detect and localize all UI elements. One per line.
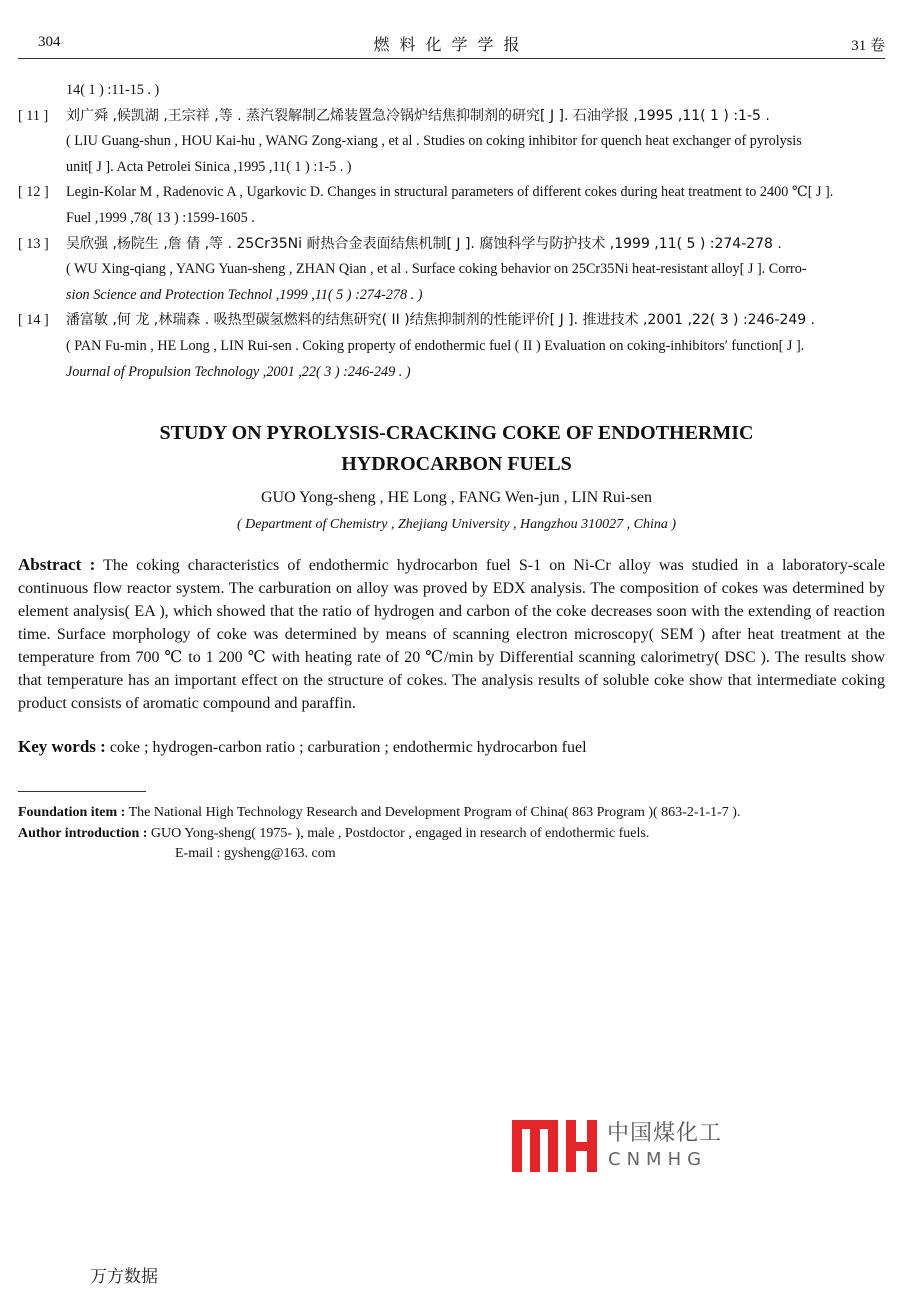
reference-14 [18, 308, 885, 385]
footnote-divider [18, 791, 146, 792]
author-introduction [18, 824, 885, 845]
keywords-label: Key words : [18, 737, 106, 756]
reference-line: ( WU Xing-qiang , YANG Yuan-sheng , ZHAN Qian , et al . Surface coking behavior on 25Cr35Ni heat-resistant alloy[ J ]. Corro- [66, 261, 807, 278]
reference-line: 14( 1 ) :11-15 . ) [66, 82, 160, 98]
reference-list [18, 78, 885, 385]
foundation-label: Foundation item : [18, 805, 126, 820]
abstract-text: The coking characteristics of endothermic hydrocarbon fuel S-1 on Ni-Cr alloy was studied in a laboratory-scale continuous flow reactor system. The carburation on alloy was proved by EDX analysis. The composition of cokes was determined by element analysis( EA ), which showed that the ratio of hydrogen and carbon of the coke decreases soon with the extending of reaction time. Surface morphology of coke was determined by means of scanning electron microscopy( SEM ) after heat treatment at the temperature from 700 ℃ to 1 200 ℃ with heating rate of 20 ℃/min by Differential scanning calorimetry( DSC ). The results show that temperature has an important effect on the structure of cokes. The analysis results of soluble coke show that intermediate coking product consists of aromatic compound and paraffin. [18, 557, 886, 712]
author-intro-text: GUO Yong-sheng( 1975- ), male , Postdoctor , engaged in research of endothermic fuels. [150, 825, 650, 841]
reference-number: [ 14 ] [18, 312, 49, 329]
page-number: 304 [38, 34, 61, 50]
title-line: STUDY ON PYROLYSIS-CRACKING COKE OF ENDOTHERMIC [159, 422, 754, 444]
author-intro-label: Author introduction : [18, 825, 148, 841]
reference-line: unit[ J ]. Acta Petrolei Sinica ,1995 ,11( 1 ) :1-5 . ) [66, 158, 352, 175]
logo-en-text: CNMHG [608, 1149, 708, 1170]
keywords [18, 737, 885, 757]
reference-line: Legin-Kolar M , Radenovic A , Ugarkovic D. Changes in structural parameters of different cokes during heat treatment to 2400 ℃[ J ]. [66, 184, 834, 201]
abstract-label: Abstract : [18, 555, 96, 574]
keywords-text: coke ; hydrogen-carbon ratio ; carburation ; endothermic hydrocarbon fuel [109, 739, 587, 756]
reference-line: 刘广舜 ,候凯湖 ,王宗祥 ,等 . 蒸汽裂解制乙烯装置急冷锅炉结焦抑制剂的研究[ J ]. 石油学报 ,1995 ,11( 1 ) :1-5 . [66, 107, 770, 124]
title-line: HYDROCARBON FUELS [341, 453, 572, 475]
reference-line: 潘富敏 ,何 龙 ,林瑞森 . 吸热型碳氢燃料的结焦研究( II )结焦抑制剂的性能评价[ J ]. 推进技术 ,2001 ,22( 3 ) :246-249 . [66, 312, 816, 329]
reference-number: [ 13 ] [18, 235, 49, 252]
paper-title [0, 418, 913, 480]
reference-number: [ 12 ] [18, 184, 49, 201]
abstract [18, 553, 885, 715]
reference-12 [18, 180, 885, 231]
affiliation: ( Department of Chemistry , Zhejiang University , Hangzhou 310027 , China ) [236, 517, 677, 532]
foundation-text: The National High Technology Research and Development Program of China( 863 Program )( 863-2-1-1-7 ). [128, 805, 741, 820]
reference-line: 吴欣强 ,杨院生 ,詹 倩 ,等 . 25Cr35Ni 耐热合金表面结焦机制[ J ]. 腐蚀科学与防护技术 ,1999 ,11( 5 ) :274-278 . [66, 235, 782, 252]
foundation-item [18, 803, 885, 824]
wanfang-watermark: 万方数据 [90, 1267, 158, 1287]
author-email: E-mail : gysheng@163. com [175, 846, 336, 861]
journal-name: 燃料化学学报 [373, 35, 530, 54]
reference-continuation [18, 78, 885, 104]
volume-label: 31 卷 [851, 38, 885, 54]
reference-line: Fuel ,1999 ,78( 13 ) :1599-1605 . [66, 209, 255, 226]
reference-line: sion Science and Protection Technol ,1999 ,11( 5 ) :274-278 . ) [66, 286, 423, 303]
author-list: GUO Yong-sheng , HE Long , FANG Wen-jun , LIN Rui-sen [261, 489, 652, 506]
reference-11 [18, 104, 885, 181]
logo-cn-text: 中国煤化工 [607, 1121, 723, 1146]
reference-13 [18, 232, 885, 309]
reference-line: ( LIU Guang-shun , HOU Kai-hu , WANG Zong-xiang , et al . Studies on coking inhibitor for quench heat exchanger of pyrolysis [66, 133, 802, 150]
reference-line: ( PAN Fu-min , HE Long , LIN Rui-sen . Coking property of endothermic fuel ( II ) Evaluation on coking-inhibitors′ function[ J ]. [66, 337, 805, 354]
footnotes [18, 803, 885, 865]
page-header [18, 30, 885, 59]
reference-line: Journal of Propulsion Technology ,2001 ,22( 3 ) :246-249 . ) [66, 363, 411, 380]
reference-number: [ 11 ] [18, 107, 49, 124]
